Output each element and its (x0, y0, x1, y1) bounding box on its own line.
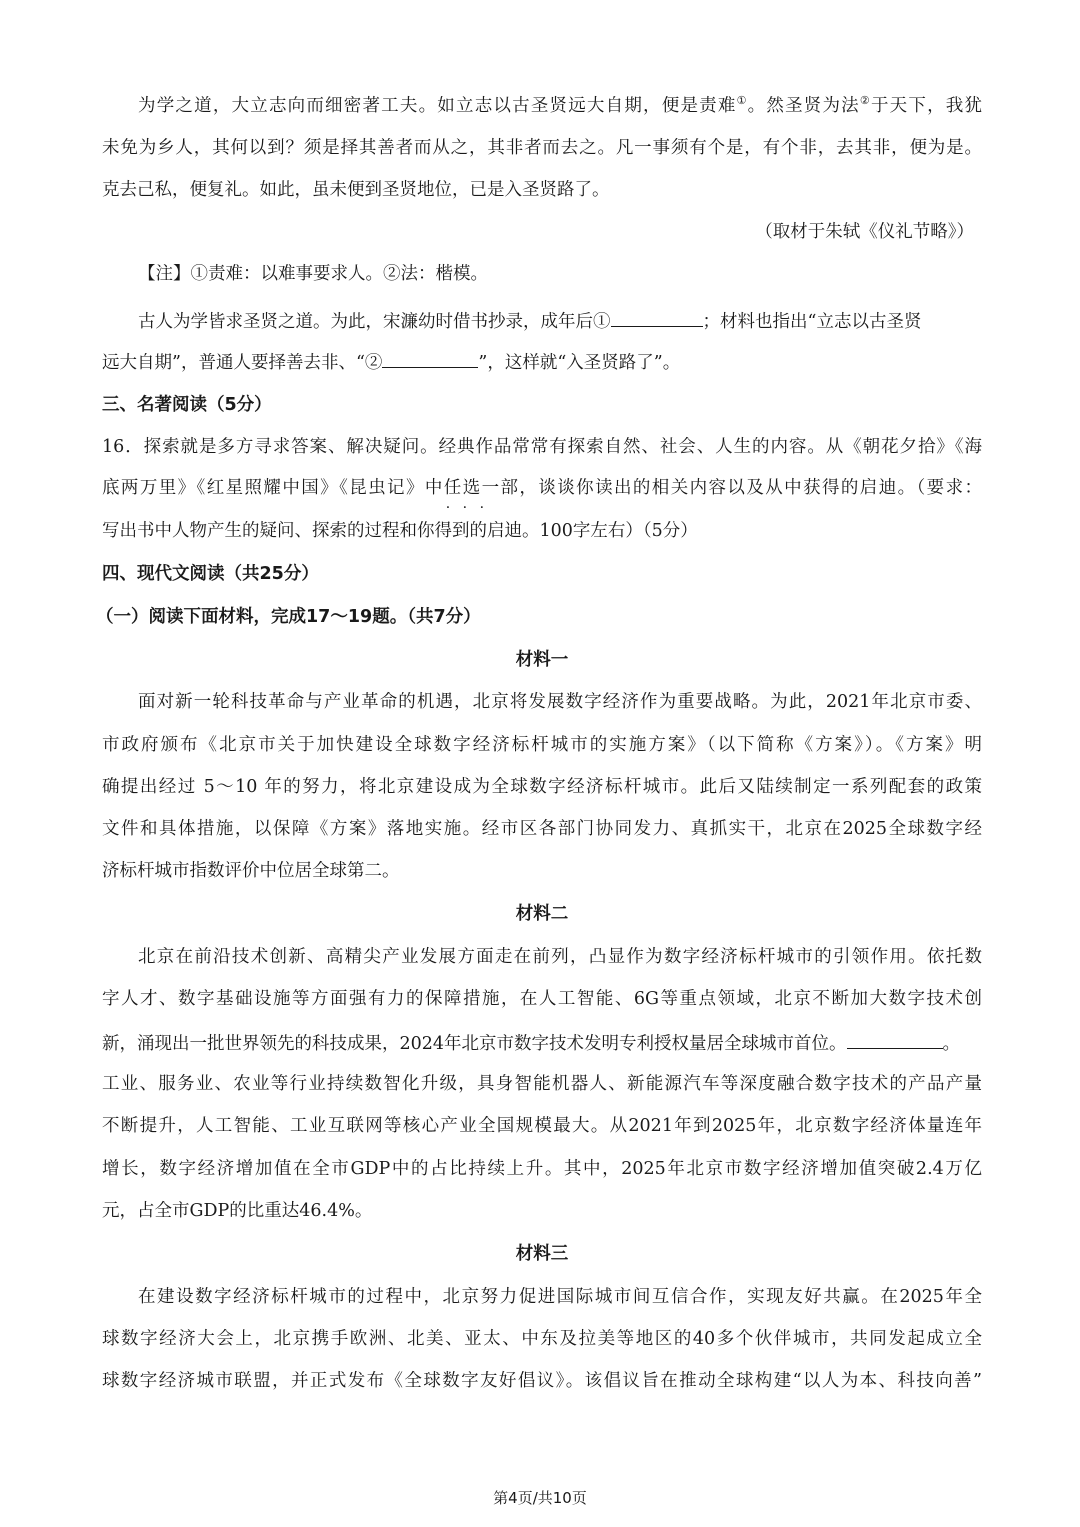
material-1-line: 济标杆城市指数评价中位居全球第二。 (102, 861, 400, 881)
fill-text: 远大自期”，普通人要择善去非、“② (102, 353, 383, 373)
material-2-line: 不断提升，人工智能、工业互联网等核心产业全国规模最大。从2021年到2025年，北京数字经济体量连年 (102, 1116, 982, 1136)
subsection-1-title: （一）阅读下面材料，完成17～19题。（共7分） (96, 607, 481, 627)
material-2-line: 工业、服务业、农业等行业持续数智化升级，具身智能机器人、新能源汽车等深度融合数字技术的产品产量 (102, 1074, 982, 1094)
material-3-title: 材料三 (515, 1244, 569, 1264)
emphasized-text: 任选一 · · · (444, 478, 501, 498)
fill-question-line-1 (138, 308, 982, 334)
material-3-line: 球数字经济城市联盟，并正式发布《全球数字友好倡议》。该倡议旨在推动全球构建“以人为本、科技向善” (102, 1371, 982, 1391)
page-number: 第4页/共10页 (493, 1489, 587, 1507)
classical-text: 于天下，我犹 (870, 96, 982, 116)
classical-note: 【注】①责难：以难事要求人。②法：楷模。 (138, 264, 488, 284)
material-2-line: 增长，数字经济增加值在全市GDP中的占比持续上升。其中，2025年北京市数字经济增加值突破2.4万亿 (102, 1159, 982, 1179)
fill-text: ；材料也指出“立志以古圣贤 (702, 312, 922, 332)
footnote-marker-2: ② (859, 94, 871, 108)
question-16-line-3: 写出书中人物产生的疑问、探索的过程和你得到的启迪。100字左右）（5分） (102, 521, 698, 541)
material-2-text: 新，涌现出一批世界领先的科技成果，2024年北京市数字技术发明专利授权量居全球城市首位。 (102, 1034, 847, 1054)
material-3-line: 球数字经济大会上，北京携手欧洲、北美、亚太、中东及拉美等地区的40多个伙伴城市，共同发起成立全 (102, 1329, 982, 1349)
question-16-line-1: 16．探索就是多方寻求答案、解决疑问。经典作品常常有探索自然、社会、人生的内容。从《朝花夕拾》《海 (102, 437, 982, 457)
classical-text: 为学之道，大立志向而细密著工夫。如立志以古圣贤远大自期，便是责难 (138, 96, 737, 116)
material-1-line: 面对新一轮科技革命与产业革命的机遇，北京将发展数字经济作为重要战略。为此，2021年北京市委、 (138, 692, 982, 712)
fill-question-line-2 (102, 349, 982, 375)
material-1-line: 确提出经过 5～10 年的努力，将北京建设成为全球数字经济标杆城市。此后又陆续制定一系列配套的政策 (102, 777, 982, 797)
material-1-title: 材料一 (515, 650, 569, 670)
material-2-title: 材料二 (515, 904, 569, 924)
answer-blank-3[interactable] (847, 1030, 943, 1049)
material-3-line: 在建设数字经济标杆城市的过程中，北京努力促进国际城市间互信合作，实现友好共赢。在2025年全 (138, 1287, 982, 1307)
material-2-line (102, 1030, 982, 1056)
classical-line-2: 未免为乡人，其何以到？须是择其善者而从之，其非者而去之。凡一事须有个是，有个非，去其非，便为是。 (102, 138, 982, 158)
answer-blank-1[interactable] (611, 308, 703, 327)
question-16-line-2 (102, 476, 982, 500)
classical-line-3: 克去己私，便复礼。如此，虽未便到圣贤地位，已是入圣贤路了。 (102, 180, 610, 200)
footnote-marker-1: ① (736, 94, 748, 108)
material-2-line: 字人才、数字基础设施等方面强有力的保障措施，在人工智能、6G等重点领域，北京不断加大数字技术创 (102, 989, 982, 1009)
classical-text: 。然圣贤为法 (747, 96, 860, 116)
section-4-title: 四、现代文阅读（共25分） (102, 564, 319, 584)
material-2-text: 。 (942, 1034, 961, 1054)
material-1-line: 市政府颁布《北京市关于加快建设全球数字经济标杆城市的实施方案》（以下简称《方案》）。《方案》明 (102, 735, 982, 755)
fill-text: ”，这样就“入圣贤路了”。 (478, 353, 681, 373)
classical-source: （取材于朱轼《仪礼节略》） (755, 222, 974, 242)
fill-text: 古人为学皆求圣贤之道。为此，宋濂幼时借书抄录，成年后① (138, 312, 611, 332)
material-2-line: 元，占全市GDP的比重达46.4%。 (102, 1201, 373, 1221)
q16-text: 部，谈谈你读出的相关内容以及从中获得的启迪。（要求： (500, 478, 983, 498)
section-3-title: 三、名著阅读（5分） (102, 395, 272, 415)
q16-text: 底两万里》《红星照耀中国》《昆虫记》中 (102, 478, 444, 498)
material-2-line: 北京在前沿技术创新、高精尖产业发展方面走在前列，凸显作为数字经济标杆城市的引领作用。依托数 (138, 947, 982, 967)
material-1-line: 文件和具体措施，以保障《方案》落地实施。经市区各部门协同发力、真抓实干，北京在2025全球数字经 (102, 819, 982, 839)
answer-blank-2[interactable] (382, 349, 478, 368)
classical-line-1 (138, 94, 982, 118)
